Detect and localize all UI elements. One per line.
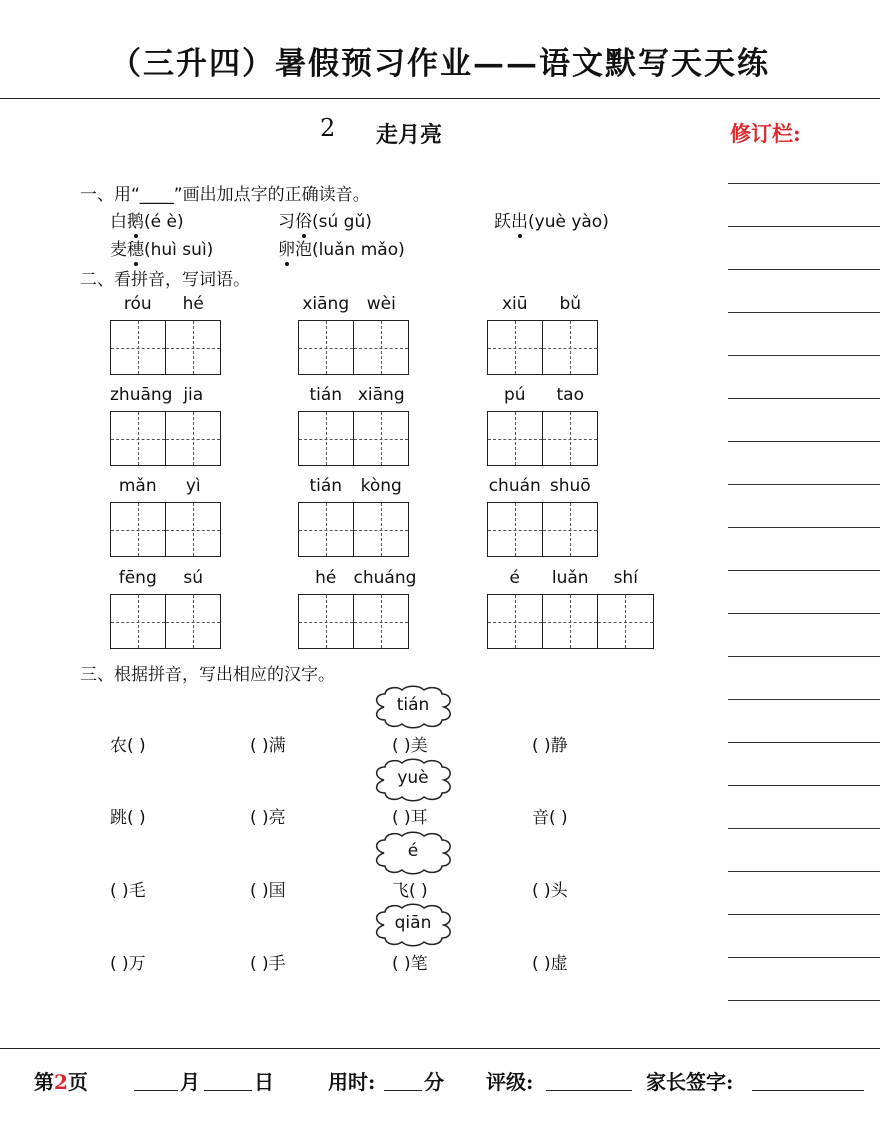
fill-in-word[interactable]: ( )头: [532, 881, 568, 901]
writing-cell[interactable]: [111, 503, 165, 556]
writing-grid[interactable]: [298, 411, 409, 466]
writing-grid[interactable]: [298, 320, 409, 375]
revision-line[interactable]: [728, 484, 880, 485]
dotted-character: 鹅: [127, 207, 144, 232]
revision-line[interactable]: [728, 785, 880, 786]
revision-line[interactable]: [728, 355, 880, 356]
cloud-pinyin: tián: [396, 695, 430, 715]
writing-grid[interactable]: [110, 320, 221, 375]
pinyin-label: shuō: [549, 476, 591, 496]
writing-cell[interactable]: [542, 595, 597, 648]
writing-grid[interactable]: [298, 502, 409, 557]
day-blank[interactable]: [204, 1090, 252, 1091]
fill-in-word[interactable]: ( )毛: [110, 881, 146, 901]
item-options: (yuè yào): [528, 212, 609, 232]
revision-line[interactable]: [728, 871, 880, 872]
fill-in-word[interactable]: ( )美: [392, 736, 428, 756]
section1-title: 一、用“____”画出加点字的正确读音。: [80, 185, 370, 205]
revision-line[interactable]: [728, 613, 880, 614]
writing-cell[interactable]: [488, 595, 542, 648]
month-blank[interactable]: [134, 1090, 178, 1091]
item-head: 习: [278, 212, 295, 232]
pinyin-label: xiāng: [302, 294, 350, 314]
writing-cell[interactable]: [542, 321, 597, 374]
pinyin-label: yì: [185, 476, 201, 496]
fill-in-word[interactable]: 飞( ): [392, 881, 428, 901]
revision-line[interactable]: [728, 269, 880, 270]
writing-cell[interactable]: [488, 321, 542, 374]
writing-cell[interactable]: [299, 595, 353, 648]
fill-in-word[interactable]: ( )国: [250, 881, 286, 901]
pinyin-label: xiū: [501, 294, 528, 314]
pinyin-label: mǎn: [118, 476, 157, 496]
pinyin-label: xiāng: [357, 385, 405, 405]
revision-line[interactable]: [728, 914, 880, 915]
footer-day: 日: [254, 1070, 274, 1094]
writing-cell[interactable]: [353, 595, 408, 648]
revision-line[interactable]: [728, 312, 880, 313]
writing-cell[interactable]: [597, 595, 652, 648]
pronunciation-item-5: [278, 235, 405, 260]
item-head: 跃: [494, 212, 511, 232]
pinyin-label: hé: [315, 568, 337, 588]
writing-cell[interactable]: [488, 412, 542, 465]
parent-signature-blank[interactable]: [752, 1090, 864, 1091]
writing-cell[interactable]: [299, 503, 353, 556]
writing-grid[interactable]: [487, 594, 654, 649]
writing-cell[interactable]: [353, 412, 408, 465]
pinyin-label: kòng: [360, 476, 402, 496]
item-options: (huì suì): [144, 240, 214, 260]
writing-cell[interactable]: [111, 412, 165, 465]
item-tail: 泡: [295, 240, 312, 260]
section3-title: 三、根据拼音，写出相应的汉字。: [80, 665, 335, 685]
footer-grade-label: 评级:: [486, 1070, 534, 1094]
revision-line[interactable]: [728, 656, 880, 657]
fill-in-word[interactable]: ( )万: [110, 954, 146, 974]
pinyin-label: jia: [183, 385, 204, 405]
pinyin-label: tián: [309, 476, 343, 496]
footer-divider: [0, 1048, 880, 1049]
page-suffix: 页: [67, 1070, 88, 1094]
fill-in-word[interactable]: ( )笔: [392, 954, 428, 974]
item-options: (luǎn mǎo): [312, 240, 405, 260]
writing-grid[interactable]: [298, 594, 409, 649]
lesson-number: 2: [320, 114, 336, 142]
pinyin-label: shí: [613, 568, 638, 588]
footer-time-label: 用时:: [328, 1070, 376, 1094]
writing-grid[interactable]: [110, 594, 221, 649]
revision-line[interactable]: [728, 441, 880, 442]
lesson-name: 走月亮: [376, 122, 443, 148]
pinyin-label: zhuāng: [110, 385, 173, 405]
pronunciation-item-3: [494, 207, 609, 232]
page-number: 2: [54, 1070, 68, 1094]
writing-grid[interactable]: [110, 411, 221, 466]
section2-title: 二、看拼音，写词语。: [80, 270, 250, 290]
pinyin-label: sú: [183, 568, 204, 588]
writing-cell[interactable]: [165, 595, 220, 648]
cloud-pinyin: yuè: [397, 768, 429, 788]
writing-cell[interactable]: [165, 321, 220, 374]
footer-month: 月: [180, 1070, 200, 1094]
revision-line[interactable]: [728, 527, 880, 528]
writing-cell[interactable]: [542, 412, 597, 465]
pronunciation-item-1: [110, 207, 184, 232]
writing-cell[interactable]: [353, 321, 408, 374]
grade-blank[interactable]: [546, 1090, 632, 1091]
footer-time-unit: 分: [424, 1070, 444, 1094]
revision-line[interactable]: [728, 957, 880, 958]
pinyin-label: tao: [556, 385, 584, 405]
item-head: 白: [110, 212, 127, 232]
writing-cell[interactable]: [111, 595, 165, 648]
writing-cell[interactable]: [299, 412, 353, 465]
fill-in-word[interactable]: ( )虚: [532, 954, 568, 974]
pronunciation-item-2: [278, 207, 372, 232]
writing-grid[interactable]: [487, 320, 598, 375]
pinyin-label: chuáng: [353, 568, 417, 588]
footer-page-label: [34, 1066, 88, 1095]
pinyin-label: é: [509, 568, 520, 588]
fill-in-word[interactable]: ( )静: [532, 736, 568, 756]
pinyin-label: tián: [309, 385, 343, 405]
revision-line[interactable]: [728, 398, 880, 399]
fill-in-word[interactable]: ( )耳: [392, 808, 428, 828]
dotted-character: 卵: [278, 235, 295, 260]
writing-cell[interactable]: [488, 503, 542, 556]
pinyin-label: pú: [503, 385, 526, 405]
item-head: 麦: [110, 240, 127, 260]
writing-cell[interactable]: [299, 321, 353, 374]
pinyin-label: luǎn: [551, 568, 589, 588]
revision-line[interactable]: [728, 183, 880, 184]
dotted-character: 穗: [127, 235, 144, 260]
writing-cell[interactable]: [353, 503, 408, 556]
pinyin-label: róu: [123, 294, 152, 314]
page-prefix: 第: [34, 1070, 54, 1094]
pinyin-label: bǔ: [559, 294, 582, 314]
pinyin-label: fēng: [118, 568, 157, 588]
writing-cell[interactable]: [165, 412, 220, 465]
pinyin-label: hé: [182, 294, 204, 314]
item-options: (é è): [144, 212, 184, 232]
pinyin-label: chuán: [488, 476, 541, 496]
pronunciation-item-4: [110, 235, 213, 260]
revision-line[interactable]: [728, 570, 880, 571]
fill-in-word[interactable]: ( )满: [250, 736, 286, 756]
revision-line[interactable]: [728, 1000, 880, 1001]
dotted-character: 俗: [295, 207, 312, 232]
writing-cell[interactable]: [165, 503, 220, 556]
revision-line[interactable]: [728, 226, 880, 227]
dotted-character: 出: [511, 207, 528, 232]
footer-parent-label: 家长签字:: [646, 1070, 734, 1094]
revision-line[interactable]: [728, 742, 880, 743]
writing-grid[interactable]: [487, 502, 598, 557]
revision-line[interactable]: [728, 699, 880, 700]
fill-in-word[interactable]: 音( ): [532, 808, 568, 828]
fill-in-word[interactable]: ( )手: [250, 954, 286, 974]
time-blank[interactable]: [384, 1090, 422, 1091]
fill-in-word[interactable]: ( )亮: [250, 808, 286, 828]
writing-cell[interactable]: [111, 321, 165, 374]
cloud-pinyin: é: [407, 841, 419, 861]
revision-line[interactable]: [728, 828, 880, 829]
writing-grid[interactable]: [487, 411, 598, 466]
page-header-title: （三升四）暑假预习作业——语文默写天天练: [110, 46, 770, 82]
writing-grid[interactable]: [110, 502, 221, 557]
revision-column-title: 修订栏:: [730, 121, 801, 146]
header-divider: [0, 98, 880, 99]
fill-in-word[interactable]: 农( ): [110, 736, 146, 756]
writing-cell[interactable]: [542, 503, 597, 556]
item-options: (sú gǔ): [312, 212, 372, 232]
fill-in-word[interactable]: 跳( ): [110, 808, 146, 828]
cloud-pinyin: qiān: [394, 913, 432, 933]
pinyin-label: wèi: [366, 294, 396, 314]
